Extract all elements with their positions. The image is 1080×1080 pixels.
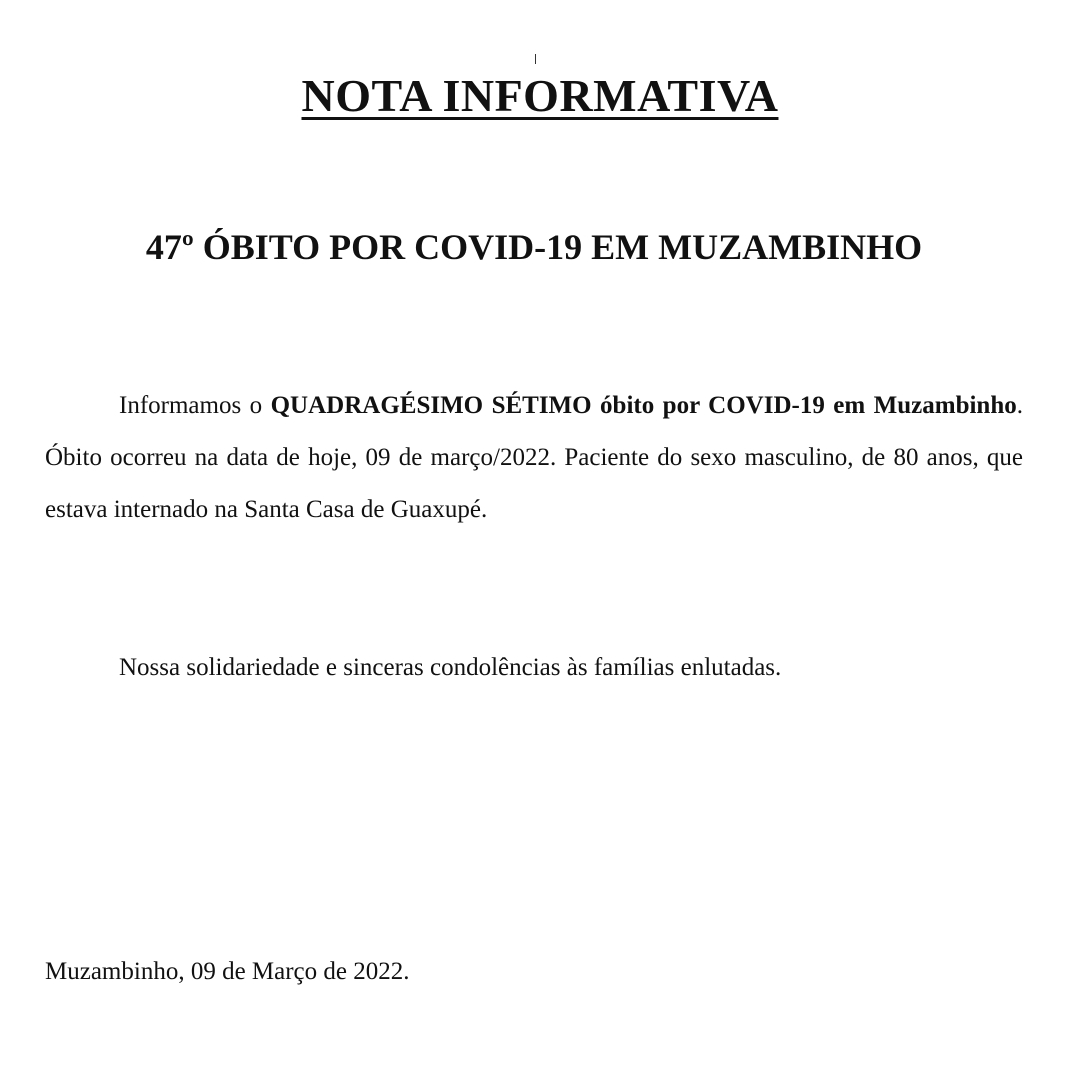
paragraph-intro: Informamos o [119, 392, 271, 419]
paragraph-rest: . Óbito ocorreu na data de hoje, 09 de março/2022. Paciente do sexo masculino, de 80 anos, que estava internado na Santa Casa de Guaxupé. [45, 392, 1023, 523]
document-title-text: NOTA INFORMATIVA [301, 70, 779, 121]
place-date-line: Muzambinho, 09 de Março de 2022. [45, 958, 410, 985]
document-subtitle [0, 222, 1080, 272]
paragraph-announcement [45, 380, 1023, 536]
document-subtitle-text: 47º ÓBITO POR COVID-19 EM MUZAMBINHO [145, 227, 923, 267]
paragraph-condolences-text: Nossa solidariedade e sinceras condolências às famílias enlutadas. [119, 654, 782, 681]
text-cursor-mark [535, 54, 536, 64]
paragraph-condolences [45, 642, 1023, 694]
document-title [0, 66, 1080, 126]
paragraph-bold-part: QUADRAGÉSIMO SÉTIMO óbito por COVID-19 em Muzambinho [270, 392, 1017, 419]
